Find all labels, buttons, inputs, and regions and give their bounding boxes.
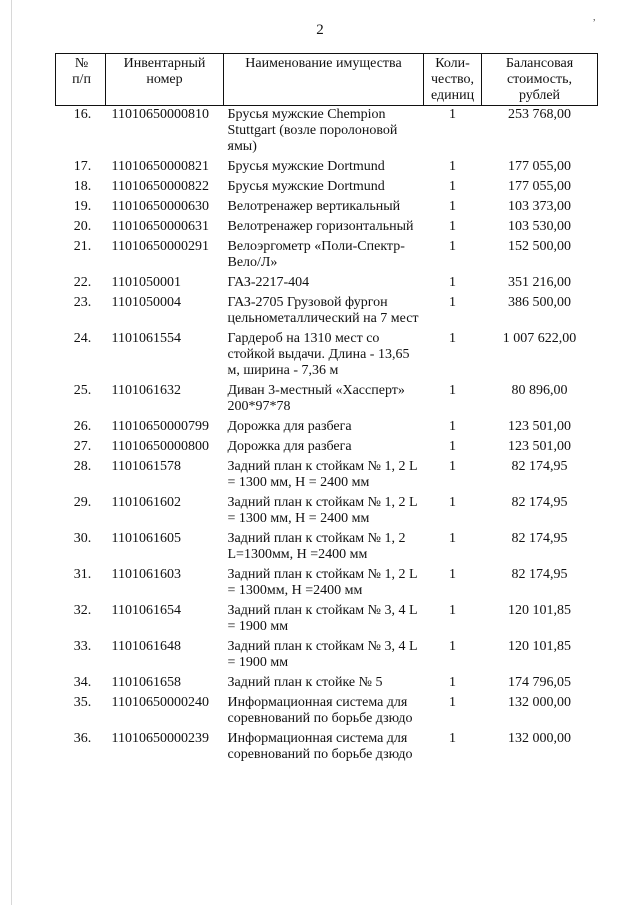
table-row bbox=[56, 603, 598, 639]
row-number: 32. bbox=[73, 603, 92, 618]
row-number: 22. bbox=[73, 275, 92, 290]
row-number: 26. bbox=[73, 419, 92, 434]
balance-cost: 82 174,95 bbox=[511, 567, 568, 582]
row-number: 28. bbox=[73, 459, 92, 474]
quantity: 1 bbox=[449, 239, 456, 254]
inventory-number: 11010650000800 bbox=[111, 439, 209, 454]
quantity: 1 bbox=[449, 495, 456, 510]
quantity: 1 bbox=[449, 331, 456, 346]
table-body bbox=[56, 106, 598, 768]
row-number: 19. bbox=[73, 199, 92, 214]
property-name: Велотренажер горизонтальный bbox=[227, 219, 414, 234]
table-row bbox=[56, 459, 598, 495]
balance-cost: 152 500,00 bbox=[508, 239, 571, 254]
table-row bbox=[56, 199, 598, 219]
property-name: Брусья мужские Dortmund bbox=[227, 159, 385, 174]
row-number: 17. bbox=[73, 159, 92, 174]
balance-cost: 132 000,00 bbox=[508, 695, 571, 710]
inventory-number: 11010650000821 bbox=[111, 159, 209, 174]
table-header-row bbox=[56, 54, 598, 106]
property-name: Задний план к стойкам № 1, 2 L = 1300 мм, H = 2400 мм bbox=[227, 459, 418, 490]
property-name: Задний план к стойкам № 3, 4 L = 1900 мм bbox=[227, 639, 418, 670]
row-number: 35. bbox=[73, 695, 92, 710]
balance-cost: 1 007 622,00 bbox=[502, 331, 577, 346]
property-name: Задний план к стойкам № 1, 2 L = 1300 мм, H = 2400 мм bbox=[227, 495, 418, 526]
table-row bbox=[56, 239, 598, 275]
page-edge-line bbox=[11, 0, 12, 905]
property-name: Велотренажер вертикальный bbox=[227, 199, 401, 214]
table-row bbox=[56, 106, 598, 160]
balance-cost: 123 501,00 bbox=[508, 439, 571, 454]
table-row bbox=[56, 419, 598, 439]
quantity: 1 bbox=[449, 439, 456, 454]
inventory-number: 1101050001 bbox=[111, 275, 181, 290]
balance-cost: 103 530,00 bbox=[508, 219, 571, 234]
header-balance-cost: Балансовая стоимость, рублей bbox=[482, 54, 598, 106]
row-number: 23. bbox=[73, 295, 92, 310]
row-number: 31. bbox=[73, 567, 92, 582]
inventory-number: 11010650000810 bbox=[111, 107, 209, 122]
quantity: 1 bbox=[449, 639, 456, 654]
property-name: Задний план к стойкам № 1, 2 L = 1300мм, H =2400 мм bbox=[227, 567, 418, 598]
quantity: 1 bbox=[449, 603, 456, 618]
quantity: 1 bbox=[449, 107, 456, 122]
table-row bbox=[56, 639, 598, 675]
corner-mark: , bbox=[593, 12, 596, 23]
balance-cost: 103 373,00 bbox=[508, 199, 571, 214]
table-row bbox=[56, 495, 598, 531]
table-row bbox=[56, 295, 598, 331]
table-row bbox=[56, 275, 598, 295]
property-name: Брусья мужские Dortmund bbox=[227, 179, 385, 194]
table-row bbox=[56, 331, 598, 383]
balance-cost: 80 896,00 bbox=[511, 383, 568, 398]
balance-cost: 177 055,00 bbox=[508, 179, 571, 194]
inventory-number: 1101061602 bbox=[111, 495, 181, 510]
quantity: 1 bbox=[449, 675, 456, 690]
property-name: Велоэргометр «Поли-Спектр-Вело/Л» bbox=[227, 239, 405, 270]
property-name: Задний план к стойке № 5 bbox=[227, 675, 383, 690]
quantity: 1 bbox=[449, 531, 456, 546]
balance-cost: 120 101,85 bbox=[508, 603, 571, 618]
inventory-number: 1101050004 bbox=[111, 295, 181, 310]
row-number: 27. bbox=[73, 439, 92, 454]
balance-cost: 132 000,00 bbox=[508, 731, 571, 746]
quantity: 1 bbox=[449, 199, 456, 214]
quantity: 1 bbox=[449, 383, 456, 398]
table-row bbox=[56, 531, 598, 567]
quantity: 1 bbox=[449, 695, 456, 710]
balance-cost: 386 500,00 bbox=[508, 295, 571, 310]
balance-cost: 177 055,00 bbox=[508, 159, 571, 174]
property-name: Информационная система для соревнований по борьбе дзюдо bbox=[227, 731, 413, 762]
property-name: Задний план к стойкам № 3, 4 L = 1900 мм bbox=[227, 603, 418, 634]
table-row bbox=[56, 179, 598, 199]
quantity: 1 bbox=[449, 179, 456, 194]
quantity: 1 bbox=[449, 567, 456, 582]
inventory-number: 1101061658 bbox=[111, 675, 181, 690]
row-number: 34. bbox=[73, 675, 92, 690]
inventory-number: 1101061578 bbox=[111, 459, 181, 474]
row-number: 21. bbox=[73, 239, 92, 254]
property-name: Брусья мужские Chempion Stuttgart (возле поролоновой ямы) bbox=[227, 107, 398, 154]
property-name: Диван 3-местный «Хассперт» 200*97*78 bbox=[227, 383, 405, 414]
quantity: 1 bbox=[449, 275, 456, 290]
quantity: 1 bbox=[449, 459, 456, 474]
inventory-number: 1101061605 bbox=[111, 531, 181, 546]
quantity: 1 bbox=[449, 219, 456, 234]
property-name: Дорожка для разбега bbox=[227, 439, 352, 454]
table-row bbox=[56, 439, 598, 459]
inventory-number: 11010650000822 bbox=[111, 179, 209, 194]
header-num: № п/п bbox=[56, 54, 106, 106]
quantity: 1 bbox=[449, 419, 456, 434]
balance-cost: 82 174,95 bbox=[511, 531, 568, 546]
row-number: 33. bbox=[73, 639, 92, 654]
inventory-number: 11010650000240 bbox=[111, 695, 209, 710]
property-table bbox=[55, 53, 598, 767]
table-row bbox=[56, 159, 598, 179]
inventory-number: 1101061648 bbox=[111, 639, 181, 654]
row-number: 16. bbox=[73, 107, 92, 122]
balance-cost: 174 796,05 bbox=[508, 675, 571, 690]
quantity: 1 bbox=[449, 295, 456, 310]
table-row bbox=[56, 567, 598, 603]
table-row bbox=[56, 219, 598, 239]
row-number: 29. bbox=[73, 495, 92, 510]
row-number: 18. bbox=[73, 179, 92, 194]
inventory-number: 1101061632 bbox=[111, 383, 181, 398]
inventory-number: 11010650000630 bbox=[111, 199, 209, 214]
table-row bbox=[56, 675, 598, 695]
property-name: ГАЗ-2705 Грузовой фургон цельнометаллический на 7 мест bbox=[227, 295, 419, 326]
quantity: 1 bbox=[449, 731, 456, 746]
row-number: 36. bbox=[73, 731, 92, 746]
balance-cost: 82 174,95 bbox=[511, 495, 568, 510]
inventory-number: 11010650000631 bbox=[111, 219, 209, 234]
property-name: ГАЗ-2217-404 bbox=[227, 275, 310, 290]
header-inventory-number: Инвентарный номер bbox=[106, 54, 224, 106]
header-property-name: Наименование имущества bbox=[224, 54, 424, 106]
row-number: 24. bbox=[73, 331, 92, 346]
balance-cost: 123 501,00 bbox=[508, 419, 571, 434]
row-number: 20. bbox=[73, 219, 92, 234]
page-number: 2 bbox=[316, 22, 324, 38]
property-name: Задний план к стойкам № 1, 2 L=1300мм, H =2400 мм bbox=[227, 531, 406, 562]
balance-cost: 253 768,00 bbox=[508, 107, 571, 122]
inventory-number: 1101061603 bbox=[111, 567, 181, 582]
table-row bbox=[56, 383, 598, 419]
balance-cost: 120 101,85 bbox=[508, 639, 571, 654]
inventory-number: 11010650000291 bbox=[111, 239, 209, 254]
table-row bbox=[56, 695, 598, 731]
property-name: Информационная система для соревнований по борьбе дзюдо bbox=[227, 695, 413, 726]
row-number: 30. bbox=[73, 531, 92, 546]
balance-cost: 351 216,00 bbox=[508, 275, 571, 290]
table-row bbox=[56, 731, 598, 767]
header-quantity: Коли- чество, единиц bbox=[424, 54, 482, 106]
inventory-number: 1101061654 bbox=[111, 603, 181, 618]
inventory-number: 1101061554 bbox=[111, 331, 181, 346]
balance-cost: 82 174,95 bbox=[511, 459, 568, 474]
property-name: Дорожка для разбега bbox=[227, 419, 352, 434]
inventory-number: 11010650000799 bbox=[111, 419, 209, 434]
inventory-number: 11010650000239 bbox=[111, 731, 209, 746]
quantity: 1 bbox=[449, 159, 456, 174]
property-name: Гардероб на 1310 мест со стойкой выдачи. Длина - 13,65 м, ширина - 7,36 м bbox=[227, 331, 410, 378]
row-number: 25. bbox=[73, 383, 92, 398]
